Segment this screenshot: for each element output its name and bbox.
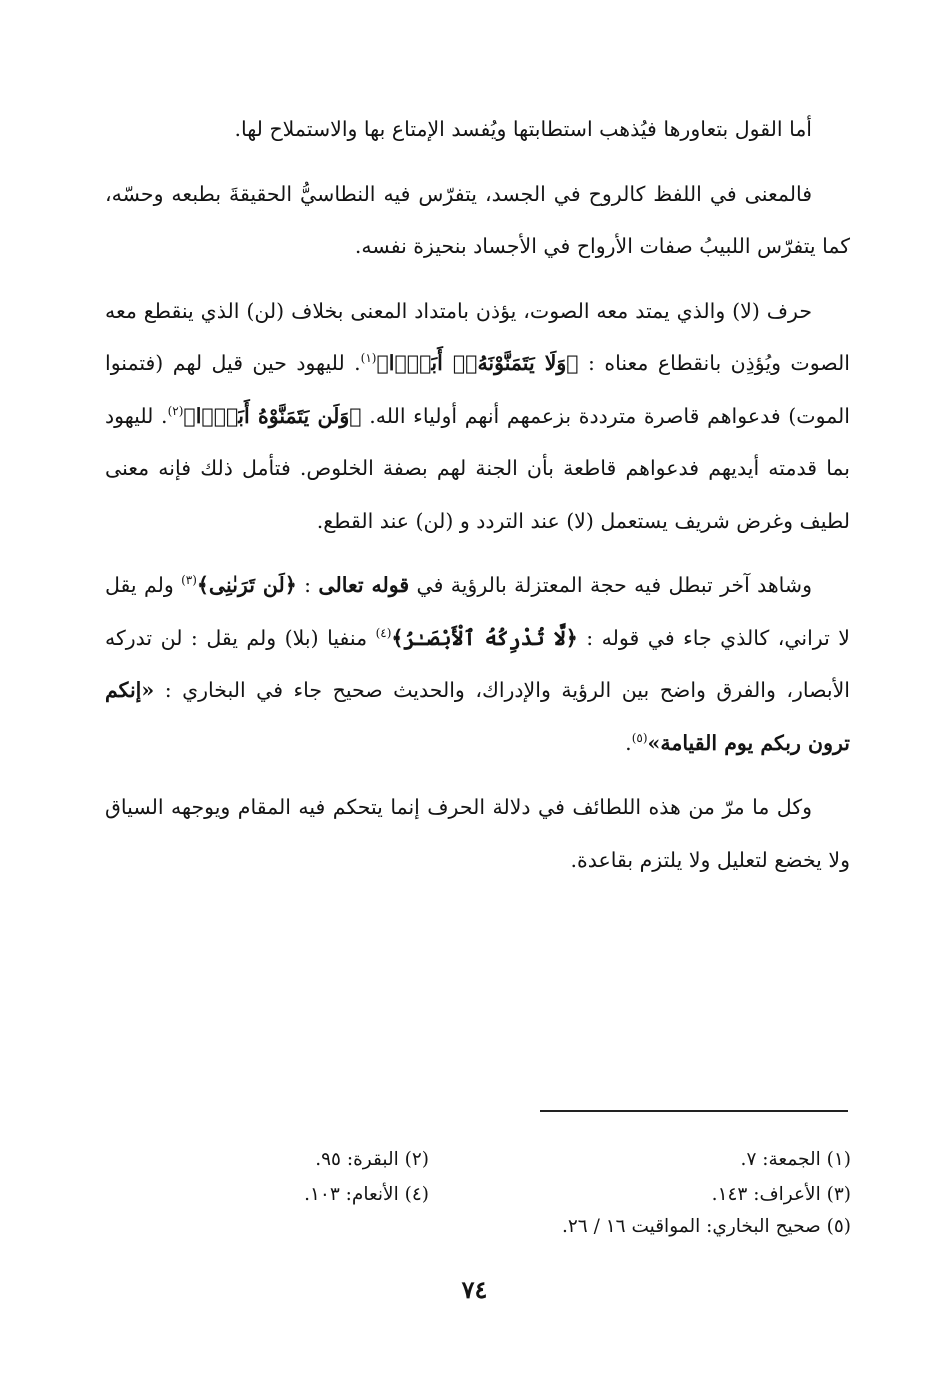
footnote-3: (٣) الأعراف: ١٤٣. <box>711 1184 851 1205</box>
footnote-1: (١) الجمعة: ٧. <box>740 1149 851 1170</box>
footnote-2: (٢) البقرة: ٩٥. <box>315 1149 429 1170</box>
paragraph-3-text-b: . لليهود حين قيل لهم (فتمنوا الموت) فدعواهم قاصرة مترددة بزعمهم أنهم أولياء الله. <box>105 351 850 428</box>
quran-verse: ﴿وَلَن يَتَمَنَّوْهُ أَبَدًۢا﴾ <box>183 403 362 428</box>
paragraph-3-text-a: حرف (لا) والذي يمتد معه الصوت، يؤذن بامتداد المعنى بخلاف (لن) الذي ينقطع معه الصوت ويُؤذِن بانقطاع معناه : <box>105 298 851 375</box>
footnote-ref-3: (٣) <box>181 573 197 588</box>
quran-verse: ﴿لَن تَرَىٰنِى﴾ <box>196 573 297 597</box>
paragraph-3 <box>105 285 850 548</box>
paragraph-1 <box>105 103 850 156</box>
page-number: ٧٤ <box>461 1275 488 1304</box>
paragraph-4 <box>105 559 850 769</box>
footnote-4: (٤) الأنعام: ١٠٣. <box>304 1184 429 1205</box>
paragraph-4-text-b: : <box>296 573 319 597</box>
paragraph-5 <box>105 781 850 886</box>
paragraph-2 <box>105 168 850 273</box>
main-text <box>105 103 850 886</box>
quran-verse: ﴿وَلَا يَتَمَنَّوْنَهُۥٓ أَبَدًۢا﴾ <box>376 351 579 375</box>
paragraph-5-text: وكل ما مرّ من هذه اللطائف في دلالة الحرف إنما يتحكم فيه المقام ويوجهه السياق ولا يخضع لتعليل ولا يلتزم بقاعدة. <box>105 795 850 872</box>
paragraph-2-text: فالمعنى في اللفظ كالروح في الجسد، يتفرّس فيه النطاسيُّ الحقيقةَ بطبعه وحسّه، كما يتفرّس اللبيبُ صفات الأرواح في الأجساد بنحيزة نفسه. <box>105 181 850 258</box>
hadith-quote: «إنكم ترون ربكم يوم القيامة» <box>105 678 850 755</box>
footnote-ref-1: (١) <box>360 351 377 366</box>
quran-verse: ﴿لَّا تُدْرِكُهُ ٱلْأَبْصَـٰرُ﴾ <box>391 625 578 650</box>
paragraph-4-text-d: منفيا (بلا) ولم يقل : لن تدركه الأبصار، والفرق واضح بين الرؤية والإدراك، والحديث صحيح جاء في البخاري : <box>105 625 850 702</box>
paragraph-4-text-a: وشاهد آخر تبطل فيه حجة المعتزلة بالرؤية في <box>409 573 812 597</box>
footnote-ref-4: (٤) <box>375 625 392 640</box>
bold-phrase: قوله تعالى <box>318 573 410 597</box>
footnote-ref-2: (٢) <box>167 403 184 418</box>
paragraph-1-text: أما القول بتعاورها فيُذهب استطابتها ويُفسد الإمتاع بها والاستملاح لها. <box>234 117 812 141</box>
footnote-divider <box>540 1110 848 1112</box>
paragraph-4-text-e: . <box>625 730 632 755</box>
footnote-ref-5: (٥) <box>631 730 648 745</box>
paragraph-4-text-c: ولم يقل لا تراني، كالذي جاء في قوله : <box>105 573 850 650</box>
paragraph-3-text-c: . لليهود بما قدمته أيديهم فدعواهم قاطعة بأن الجنة لهم بصفة الخلوص. فتأمل ذلك فإنه معنى لطيف وغرض شريف يستعمل (لا) عند التردد و (لن) عند القطع. <box>105 403 850 533</box>
footnote-5: (٥) صحيح البخاري: المواقيت ١٦ / ٢٦. <box>561 1216 851 1237</box>
